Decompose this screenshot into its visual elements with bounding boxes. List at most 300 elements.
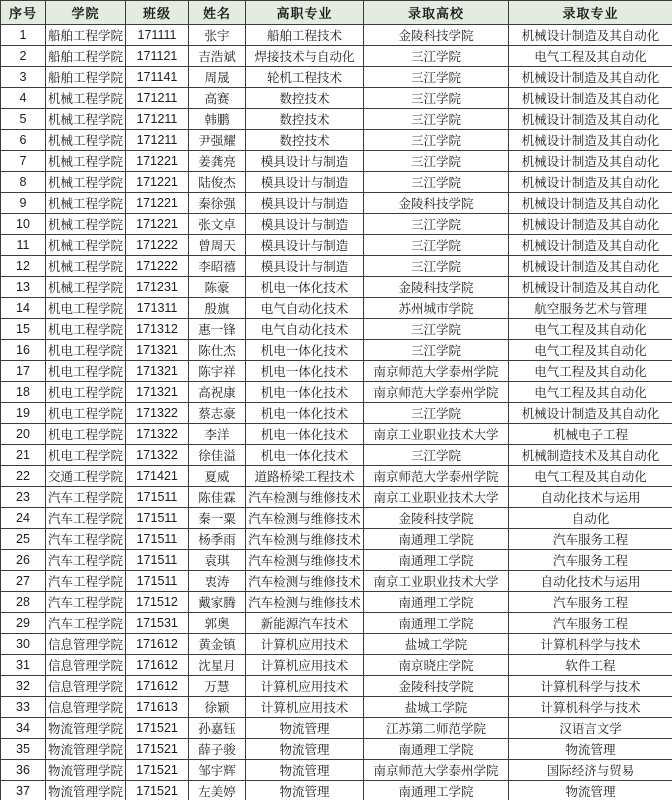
table-cell-class: 171511	[126, 550, 189, 571]
table-cell-amajor: 计算机科学与技术	[509, 634, 672, 655]
table-body	[1, 25, 672, 800]
table-cell-class: 171121	[126, 46, 189, 67]
table-cell-vmajor: 机电一体化技术	[246, 340, 364, 361]
table-row	[1, 550, 672, 571]
table-cell-vmajor: 物流管理	[246, 739, 364, 760]
table-cell-class: 171111	[126, 25, 189, 46]
table-row	[1, 529, 672, 550]
table-cell-name: 徐颖	[189, 697, 246, 718]
table-row	[1, 109, 672, 130]
table-cell-amajor: 汽车服务工程	[509, 550, 672, 571]
table-cell-amajor: 电气工程及其自动化	[509, 361, 672, 382]
table-cell-college: 机电工程学院	[46, 361, 126, 382]
table-cell-univ: 三江学院	[364, 340, 509, 361]
table-cell-class: 171613	[126, 697, 189, 718]
table-row	[1, 214, 672, 235]
table-cell-name: 陆俊杰	[189, 172, 246, 193]
table-cell-univ: 三江学院	[364, 151, 509, 172]
table-cell-college: 机电工程学院	[46, 340, 126, 361]
table-cell-univ: 江苏第二师范学院	[364, 718, 509, 739]
table-cell-class: 171531	[126, 613, 189, 634]
table-cell-univ: 南京师范大学泰州学院	[364, 382, 509, 403]
table-cell-class: 171321	[126, 340, 189, 361]
table-cell-class: 171211	[126, 109, 189, 130]
table-cell-amajor: 计算机科学与技术	[509, 676, 672, 697]
table-cell-vmajor: 汽车检测与维修技术	[246, 508, 364, 529]
table-cell-vmajor: 机电一体化技术	[246, 277, 364, 298]
table-cell-class: 171321	[126, 361, 189, 382]
table-row	[1, 67, 672, 88]
table-cell-name: 陈仕杰	[189, 340, 246, 361]
table-cell-name: 邹宇辉	[189, 760, 246, 781]
table-cell-vmajor: 电气自动化技术	[246, 298, 364, 319]
column-header-index: 序号	[1, 1, 46, 25]
table-cell-college: 机械工程学院	[46, 109, 126, 130]
table-cell-amajor: 机械电子工程	[509, 424, 672, 445]
table-cell-index: 16	[1, 340, 46, 361]
table-cell-name: 秦一粟	[189, 508, 246, 529]
table-cell-univ: 南通理工学院	[364, 529, 509, 550]
table-cell-index: 29	[1, 613, 46, 634]
table-cell-college: 船舶工程学院	[46, 46, 126, 67]
table-cell-name: 万慧	[189, 676, 246, 697]
table-row	[1, 319, 672, 340]
table-cell-index: 25	[1, 529, 46, 550]
table-cell-name: 秦徐强	[189, 193, 246, 214]
table-cell-name: 尹强耀	[189, 130, 246, 151]
table-cell-class: 171222	[126, 235, 189, 256]
table-cell-univ: 三江学院	[364, 67, 509, 88]
table-cell-college: 机械工程学院	[46, 256, 126, 277]
table-cell-college: 机械工程学院	[46, 88, 126, 109]
table-cell-class: 171612	[126, 676, 189, 697]
table-cell-name: 张文卓	[189, 214, 246, 235]
table-cell-index: 20	[1, 424, 46, 445]
table-cell-name: 衷涛	[189, 571, 246, 592]
table-cell-class: 171511	[126, 487, 189, 508]
table-cell-amajor: 自动化	[509, 508, 672, 529]
table-row	[1, 25, 672, 46]
table-cell-college: 机电工程学院	[46, 445, 126, 466]
table-cell-name: 郭奥	[189, 613, 246, 634]
table-cell-vmajor: 计算机应用技术	[246, 655, 364, 676]
table-cell-college: 机械工程学院	[46, 214, 126, 235]
table-cell-class: 171141	[126, 67, 189, 88]
table-cell-index: 31	[1, 655, 46, 676]
table-row	[1, 445, 672, 466]
table-cell-univ: 南京晓庄学院	[364, 655, 509, 676]
table-cell-index: 12	[1, 256, 46, 277]
table-cell-name: 夏威	[189, 466, 246, 487]
table-cell-vmajor: 汽车检测与维修技术	[246, 487, 364, 508]
table-cell-vmajor: 计算机应用技术	[246, 634, 364, 655]
table-cell-name: 张宇	[189, 25, 246, 46]
table-row	[1, 718, 672, 739]
table-cell-college: 机械工程学院	[46, 151, 126, 172]
table-cell-vmajor: 机电一体化技术	[246, 424, 364, 445]
table-row	[1, 382, 672, 403]
table-cell-univ: 三江学院	[364, 46, 509, 67]
table-cell-univ: 南通理工学院	[364, 781, 509, 800]
table-cell-amajor: 物流管理	[509, 781, 672, 800]
table-cell-class: 171322	[126, 403, 189, 424]
table-row	[1, 298, 672, 319]
header-row	[1, 1, 672, 25]
table-row	[1, 592, 672, 613]
table-cell-univ: 南京师范大学泰州学院	[364, 466, 509, 487]
table-cell-class: 171612	[126, 655, 189, 676]
table-cell-index: 1	[1, 25, 46, 46]
table-cell-index: 28	[1, 592, 46, 613]
table-cell-amajor: 机械设计制造及其自动化	[509, 256, 672, 277]
table-cell-class: 171512	[126, 592, 189, 613]
table-cell-college: 信息管理学院	[46, 697, 126, 718]
table-cell-univ: 金陵科技学院	[364, 676, 509, 697]
column-header-univ: 录取高校	[364, 1, 509, 25]
table-cell-amajor: 自动化技术与运用	[509, 571, 672, 592]
table-cell-univ: 金陵科技学院	[364, 25, 509, 46]
table-cell-index: 36	[1, 760, 46, 781]
table-cell-college: 机电工程学院	[46, 424, 126, 445]
table-cell-class: 171421	[126, 466, 189, 487]
table-cell-class: 171321	[126, 382, 189, 403]
table-cell-name: 李洋	[189, 424, 246, 445]
table-cell-index: 5	[1, 109, 46, 130]
table-cell-index: 24	[1, 508, 46, 529]
table-cell-amajor: 机械设计制造及其自动化	[509, 25, 672, 46]
table-cell-index: 33	[1, 697, 46, 718]
table-cell-amajor: 自动化技术与运用	[509, 487, 672, 508]
table-cell-vmajor: 物流管理	[246, 760, 364, 781]
table-cell-index: 19	[1, 403, 46, 424]
table-cell-univ: 南京师范大学泰州学院	[364, 361, 509, 382]
table-cell-college: 机械工程学院	[46, 235, 126, 256]
table-cell-name: 戴家腾	[189, 592, 246, 613]
table-cell-index: 10	[1, 214, 46, 235]
table-cell-name: 高祝康	[189, 382, 246, 403]
table-cell-college: 汽车工程学院	[46, 529, 126, 550]
table-cell-amajor: 汉语言文学	[509, 718, 672, 739]
table-cell-amajor: 软件工程	[509, 655, 672, 676]
table-cell-name: 韩鹏	[189, 109, 246, 130]
table-cell-amajor: 机械设计制造及其自动化	[509, 193, 672, 214]
table-cell-index: 26	[1, 550, 46, 571]
table-cell-class: 171221	[126, 151, 189, 172]
table-cell-amajor: 机械设计制造及其自动化	[509, 130, 672, 151]
table-cell-vmajor: 数控技术	[246, 109, 364, 130]
table-cell-vmajor: 模具设计与制造	[246, 235, 364, 256]
table-cell-amajor: 电气工程及其自动化	[509, 382, 672, 403]
table-cell-college: 信息管理学院	[46, 634, 126, 655]
table-cell-index: 22	[1, 466, 46, 487]
table-cell-amajor: 电气工程及其自动化	[509, 340, 672, 361]
table-cell-univ: 三江学院	[364, 445, 509, 466]
table-cell-amajor: 机械设计制造及其自动化	[509, 235, 672, 256]
table-cell-college: 汽车工程学院	[46, 571, 126, 592]
table-cell-amajor: 机械设计制造及其自动化	[509, 214, 672, 235]
table-cell-college: 船舶工程学院	[46, 67, 126, 88]
table-cell-index: 34	[1, 718, 46, 739]
table-row	[1, 676, 672, 697]
table-cell-name: 高赛	[189, 88, 246, 109]
table-cell-univ: 南京工业职业技术大学	[364, 571, 509, 592]
table-cell-amajor: 机械制造技术及其自动化	[509, 445, 672, 466]
table-row	[1, 88, 672, 109]
table-cell-univ: 三江学院	[364, 172, 509, 193]
table-row	[1, 340, 672, 361]
table-cell-index: 35	[1, 739, 46, 760]
table-cell-amajor: 机械设计制造及其自动化	[509, 67, 672, 88]
table-cell-name: 惠一锋	[189, 319, 246, 340]
table-cell-class: 171222	[126, 256, 189, 277]
table-cell-college: 机电工程学院	[46, 403, 126, 424]
table-cell-vmajor: 模具设计与制造	[246, 193, 364, 214]
table-cell-class: 171511	[126, 529, 189, 550]
table-row	[1, 46, 672, 67]
table-cell-college: 汽车工程学院	[46, 592, 126, 613]
table-cell-amajor: 电气工程及其自动化	[509, 319, 672, 340]
table-row	[1, 235, 672, 256]
table-cell-univ: 三江学院	[364, 319, 509, 340]
table-cell-univ: 金陵科技学院	[364, 508, 509, 529]
table-cell-class: 171521	[126, 781, 189, 800]
table-cell-class: 171521	[126, 739, 189, 760]
table-row	[1, 487, 672, 508]
table-cell-univ: 三江学院	[364, 256, 509, 277]
table-cell-name: 姜龚亮	[189, 151, 246, 172]
table-row	[1, 130, 672, 151]
table-cell-univ: 南通理工学院	[364, 739, 509, 760]
table-row	[1, 193, 672, 214]
table-row	[1, 256, 672, 277]
table-cell-college: 交通工程学院	[46, 466, 126, 487]
table-cell-class: 171322	[126, 445, 189, 466]
table-cell-name: 陈佳霖	[189, 487, 246, 508]
table-cell-univ: 南通理工学院	[364, 613, 509, 634]
column-header-class: 班级	[126, 1, 189, 25]
table-row	[1, 697, 672, 718]
table-cell-vmajor: 汽车检测与维修技术	[246, 592, 364, 613]
table-cell-univ: 三江学院	[364, 403, 509, 424]
table-cell-univ: 三江学院	[364, 235, 509, 256]
table-cell-college: 汽车工程学院	[46, 550, 126, 571]
table-cell-vmajor: 物流管理	[246, 781, 364, 800]
table-cell-college: 机械工程学院	[46, 277, 126, 298]
table-cell-univ: 三江学院	[364, 88, 509, 109]
table-cell-univ: 南通理工学院	[364, 592, 509, 613]
table-row	[1, 613, 672, 634]
table-cell-name: 陈豪	[189, 277, 246, 298]
table-cell-class: 171312	[126, 319, 189, 340]
table-cell-amajor: 航空服务艺术与管理	[509, 298, 672, 319]
table-cell-college: 机械工程学院	[46, 172, 126, 193]
table-cell-univ: 盐城工学院	[364, 697, 509, 718]
table-cell-vmajor: 机电一体化技术	[246, 382, 364, 403]
table-cell-college: 汽车工程学院	[46, 487, 126, 508]
table-cell-index: 11	[1, 235, 46, 256]
table-cell-class: 171221	[126, 172, 189, 193]
table-cell-vmajor: 轮机工程技术	[246, 67, 364, 88]
table-cell-index: 6	[1, 130, 46, 151]
table-cell-name: 陈宇祥	[189, 361, 246, 382]
table-cell-class: 171311	[126, 298, 189, 319]
table-cell-college: 物流管理学院	[46, 781, 126, 800]
table-cell-class: 171231	[126, 277, 189, 298]
table-cell-college: 机械工程学院	[46, 130, 126, 151]
table-cell-vmajor: 模具设计与制造	[246, 256, 364, 277]
table-cell-college: 机电工程学院	[46, 298, 126, 319]
table-row	[1, 361, 672, 382]
table-cell-name: 李昭禧	[189, 256, 246, 277]
table-cell-vmajor: 物流管理	[246, 718, 364, 739]
table-cell-class: 171511	[126, 508, 189, 529]
table-cell-name: 杨季雨	[189, 529, 246, 550]
table-cell-index: 3	[1, 67, 46, 88]
table-row	[1, 781, 672, 800]
table-cell-name: 薛子骏	[189, 739, 246, 760]
table-cell-univ: 三江学院	[364, 130, 509, 151]
table-cell-name: 孙嘉钰	[189, 718, 246, 739]
table-cell-college: 信息管理学院	[46, 655, 126, 676]
table-cell-vmajor: 船舶工程技术	[246, 25, 364, 46]
table-row	[1, 151, 672, 172]
table-cell-index: 14	[1, 298, 46, 319]
table-cell-name: 左美婷	[189, 781, 246, 800]
column-header-amajor: 录取专业	[509, 1, 672, 25]
table-cell-class: 171612	[126, 634, 189, 655]
table-cell-college: 汽车工程学院	[46, 508, 126, 529]
table-cell-univ: 三江学院	[364, 109, 509, 130]
table-cell-index: 13	[1, 277, 46, 298]
table-cell-univ: 苏州城市学院	[364, 298, 509, 319]
table-cell-amajor: 物流管理	[509, 739, 672, 760]
table-cell-index: 27	[1, 571, 46, 592]
table-cell-amajor: 汽车服务工程	[509, 529, 672, 550]
table-cell-class: 171221	[126, 214, 189, 235]
table-cell-college: 机械工程学院	[46, 193, 126, 214]
table-cell-index: 18	[1, 382, 46, 403]
table-cell-vmajor: 数控技术	[246, 88, 364, 109]
table-cell-vmajor: 数控技术	[246, 130, 364, 151]
table-cell-index: 23	[1, 487, 46, 508]
table-cell-college: 汽车工程学院	[46, 613, 126, 634]
table-cell-college: 物流管理学院	[46, 760, 126, 781]
column-header-vmajor: 高职专业	[246, 1, 364, 25]
table-cell-amajor: 机械设计制造及其自动化	[509, 172, 672, 193]
table-cell-amajor: 机械设计制造及其自动化	[509, 109, 672, 130]
table-row	[1, 739, 672, 760]
table-cell-amajor: 电气工程及其自动化	[509, 46, 672, 67]
table-cell-college: 物流管理学院	[46, 718, 126, 739]
table-cell-index: 30	[1, 634, 46, 655]
table-cell-college: 信息管理学院	[46, 676, 126, 697]
table-row	[1, 571, 672, 592]
table-cell-index: 9	[1, 193, 46, 214]
table-cell-amajor: 机械设计制造及其自动化	[509, 403, 672, 424]
table-cell-vmajor: 计算机应用技术	[246, 676, 364, 697]
table-row	[1, 403, 672, 424]
table-cell-index: 7	[1, 151, 46, 172]
table-cell-name: 曾周天	[189, 235, 246, 256]
table-row	[1, 172, 672, 193]
table-row	[1, 634, 672, 655]
table-cell-univ: 金陵科技学院	[364, 193, 509, 214]
table-cell-vmajor: 汽车检测与维修技术	[246, 571, 364, 592]
table-cell-amajor: 机械设计制造及其自动化	[509, 277, 672, 298]
table-cell-vmajor: 道路桥梁工程技术	[246, 466, 364, 487]
table-cell-univ: 南通理工学院	[364, 550, 509, 571]
table-cell-class: 171521	[126, 760, 189, 781]
table-cell-name: 蔡志豪	[189, 403, 246, 424]
table-cell-amajor: 电气工程及其自动化	[509, 466, 672, 487]
table-cell-college: 机电工程学院	[46, 319, 126, 340]
table-row	[1, 655, 672, 676]
table-cell-univ: 南京工业职业技术大学	[364, 424, 509, 445]
table-cell-vmajor: 机电一体化技术	[246, 403, 364, 424]
table-cell-name: 吉浩斌	[189, 46, 246, 67]
table-cell-amajor: 国际经济与贸易	[509, 760, 672, 781]
table-cell-vmajor: 焊接技术与自动化	[246, 46, 364, 67]
table-row	[1, 760, 672, 781]
table-cell-college: 机电工程学院	[46, 382, 126, 403]
table-cell-amajor: 计算机科学与技术	[509, 697, 672, 718]
table-cell-college: 船舶工程学院	[46, 25, 126, 46]
table-cell-index: 32	[1, 676, 46, 697]
table-cell-name: 黄金镇	[189, 634, 246, 655]
table-cell-index: 21	[1, 445, 46, 466]
table-cell-vmajor: 机电一体化技术	[246, 445, 364, 466]
column-header-name: 姓名	[189, 1, 246, 25]
table-row	[1, 508, 672, 529]
table-cell-name: 徐佳溢	[189, 445, 246, 466]
table-cell-index: 37	[1, 781, 46, 800]
table-cell-vmajor: 模具设计与制造	[246, 214, 364, 235]
table-cell-index: 8	[1, 172, 46, 193]
table-row	[1, 424, 672, 445]
table-cell-index: 15	[1, 319, 46, 340]
table-cell-amajor: 汽车服务工程	[509, 592, 672, 613]
table-cell-vmajor: 模具设计与制造	[246, 172, 364, 193]
table-cell-amajor: 机械设计制造及其自动化	[509, 151, 672, 172]
table-header	[1, 1, 672, 25]
table-cell-college: 物流管理学院	[46, 739, 126, 760]
table-row	[1, 466, 672, 487]
table-cell-univ: 金陵科技学院	[364, 277, 509, 298]
table-cell-class: 171211	[126, 88, 189, 109]
table-cell-univ: 南京师范大学泰州学院	[364, 760, 509, 781]
table-cell-index: 4	[1, 88, 46, 109]
table-cell-univ: 南京工业职业技术大学	[364, 487, 509, 508]
table-cell-class: 171211	[126, 130, 189, 151]
table-cell-vmajor: 电气自动化技术	[246, 319, 364, 340]
table-cell-univ: 三江学院	[364, 214, 509, 235]
table-cell-class: 171322	[126, 424, 189, 445]
table-cell-univ: 盐城工学院	[364, 634, 509, 655]
table-cell-index: 17	[1, 361, 46, 382]
column-header-college: 学院	[46, 1, 126, 25]
table-cell-vmajor: 计算机应用技术	[246, 697, 364, 718]
table-cell-vmajor: 汽车检测与维修技术	[246, 529, 364, 550]
table-cell-vmajor: 机电一体化技术	[246, 361, 364, 382]
table-cell-name: 沈星月	[189, 655, 246, 676]
table-cell-index: 2	[1, 46, 46, 67]
table-cell-vmajor: 模具设计与制造	[246, 151, 364, 172]
table-cell-amajor: 机械设计制造及其自动化	[509, 88, 672, 109]
table-cell-vmajor: 新能源汽车技术	[246, 613, 364, 634]
table-cell-name: 殷旗	[189, 298, 246, 319]
table-cell-amajor: 汽车服务工程	[509, 613, 672, 634]
table-cell-name: 周晟	[189, 67, 246, 88]
